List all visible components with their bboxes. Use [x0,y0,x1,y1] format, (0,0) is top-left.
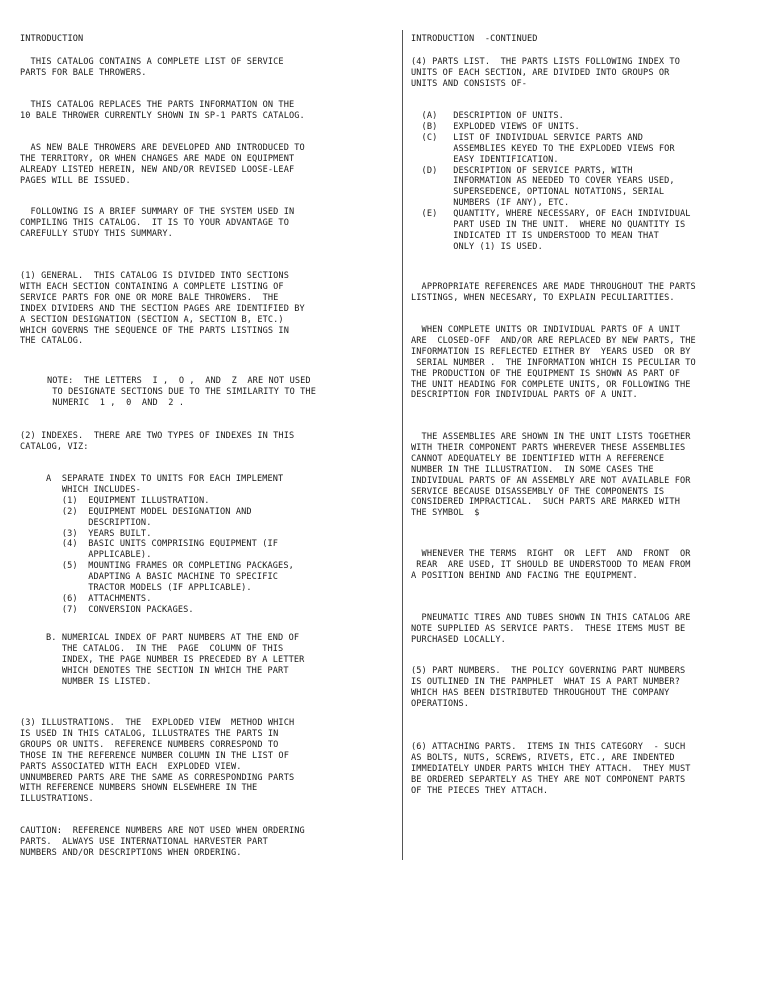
paragraph-references: APPROPRIATE REFERENCES ARE MADE THROUGHOUT THE PARTS LISTINGS, WHEN NECESARY, TO EXPLAIN PECULIARITIES. [411,282,696,303]
paragraph-terms: WHENEVER THE TERMS RIGHT OR LEFT AND FRONT OR REAR ARE USED, IT SHOULD BE UNDERSTOOD TO MEAN FROM A POSITION BEHIND AND FACING THE EQUIPMENT. [411,549,691,581]
section-general: (1) GENERAL. THIS CATALOG IS DIVIDED INTO SECTIONS WITH EACH SECTION CONTAINING A COMPLETE LISTING OF SERVICE PARTS FOR ONE OR MORE BALE THROWERS. THE INDEX DIVIDERS AND THE SECTION PAGES ARE IDENTIFIED BY A SECTION DESIGNATION (SECTION A, SECTION B, ETC.) WHICH GOVERNS THE SEQUENCE OF THE PARTS LISTINGS IN THE CATALOG. [20,271,305,347]
caution-note: CAUTION: REFERENCE NUMBERS ARE NOT USED WHEN ORDERING PARTS. ALWAYS USE INTERNATIONAL HARVESTER PART NUMBERS AND/OR DESCRIPTIONS WHEN ORDERING. [20,826,305,858]
index-type-b: B. NUMERICAL INDEX OF PART NUMBERS AT THE END OF THE CATALOG. IN THE PAGE COLUMN OF THIS INDEX, THE PAGE NUMBER IS PRECEDED BY A LETTER WHICH DENOTES THE SECTION IN WHICH THE PART NUMBER IS LISTED. [46,633,305,687]
section-indexes: (2) INDEXES. THERE ARE TWO TYPES OF INDEXES IN THIS CATALOG, VIZ: [20,431,295,452]
intro-paragraph-replaces: THIS CATALOG REPLACES THE PARTS INFORMATION ON THE 10 BALE THROWER CURRENTLY SHOWN IN SP-1 PARTS CATALOG. [20,100,305,121]
column-divider-line [402,30,403,860]
section-attaching-parts: (6) ATTACHING PARTS. ITEMS IN THIS CATEGORY - SUCH AS BOLTS, NUTS, SCREWS, RIVETS, ETC., ARE INDENTED IMMEDIATELY UNDER PARTS WHICH THEY ATTACH. THEY MUST BE ORDERED SEPARTELY AS THEY ARE NOT COMPONENT PARTS OF THE PIECES THEY ATTACH. [411,742,691,796]
intro-paragraph-new-throwers: AS NEW BALE THROWERS ARE DEVELOPED AND INTRODUCED TO THE TERRITORY, OR WHEN CHANGES ARE MADE ON EQUIPMENT ALREADY LISTED HEREIN, NEW AND/OR REVISED LOOSE-LEAF PAGES WILL BE ISSUED. [20,143,305,186]
intro-continued-heading: INTRODUCTION -CONTINUED [411,34,538,44]
section-illustrations: (3) ILLUSTRATIONS. THE EXPLODED VIEW METHOD WHICH IS USED IN THIS CATALOG, ILLUSTRATES THE PARTS IN GROUPS OR UNITS. REFERENCE NUMBERS CORRESPOND TO THOSE IN THE REFERENCE NUMBER COLUMN IN THE LIST OF PARTS ASSOCIATED WITH EACH EXPLODED VIEW. UNNUMBERED PARTS ARE THE SAME AS CORRESPONDING PARTS WITH REFERENCE NUMBERS SHOWN ELSEWHERE IN THE ILLUSTRATIONS. [20,718,295,805]
section-parts-list: (4) PARTS LIST. THE PARTS LISTS FOLLOWING INDEX TO UNITS OF EACH SECTION, ARE DIVIDED INTO GROUPS OR UNITS AND CONSISTS OF- [411,57,680,89]
intro-heading: INTRODUCTION [20,34,84,44]
intro-paragraph-catalog-contents: THIS CATALOG CONTAINS A COMPLETE LIST OF SERVICE PARTS FOR BALE THROWERS. [20,57,284,78]
paragraph-assemblies: THE ASSEMBLIES ARE SHOWN IN THE UNIT LISTS TOGETHER WITH THEIR COMPONENT PARTS WHEREVER THESE ASSEMBLIES CANNOT ADEQUATELY BE IDENTIFIED WITH A REFERENCE NUMBER IN THE ILLUSTRATION. IN SOME CASES THE INDIVIDUAL PARTS OF AN ASSEMBLY ARE NOT AVAILABLE FOR SERVICE BECAUSE DISASSEMBLY OF THE COMPONENTS IS CONSIDERED IMPRACTICAL. SUCH PARTS ARE MARKED WITH THE SYMBOL $ [411,432,691,519]
paragraph-closed-off: WHEN COMPLETE UNITS OR INDIVIDUAL PARTS OF A UNIT ARE CLOSED-OFF AND/OR ARE REPLACED BY NEW PARTS, THE INFORMATION IS REFLECTED EITHER BY YEARS USED OR BY SERIAL NUMBER . THE INFORMATION WHICH IS PECULIAR TO THE PRODUCTION OF THE EQUIPMENT IS SHOWN AS PART OF THE UNIT HEADING FOR COMPLETE UNITS, OR FOLLOWING THE DESCRIPTION FOR INDIVIDUAL PARTS OF A UNIT. [411,325,696,401]
note-letters: NOTE: THE LETTERS I , O , AND Z ARE NOT USED TO DESIGNATE SECTIONS DUE TO THE SIMILARITY TO THE NUMERIC 1 , 0 AND 2 . [47,376,316,408]
section-part-numbers: (5) PART NUMBERS. THE POLICY GOVERNING PART NUMBERS IS OUTLINED IN THE PAMPHLET WHAT IS A PART NUMBER? WHICH HAS BEEN DISTRIBUTED THROUGHOUT THE COMPANY OPERATIONS. [411,666,686,709]
parts-list-items: (A) DESCRIPTION OF UNITS. (B) EXPLODED VIEWS OF UNITS. (C) LIST OF INDIVIDUAL SERVICE PARTS AND ASSEMBLIES KEYED TO THE EXPLODED VIEWS FOR EASY IDENTIFICATION. (D) DESCRIPTION OF SERVICE PARTS, WITH INFORMATION AS NEEDED TO COVER YEARS USED, SUPERSEDENCE, OPTIONAL NOTATIONS, SERIAL NUMBERS (IF ANY), ETC. (E) QUANTITY, WHERE NECESSARY, OF EACH INDIVIDUAL PART USED IN THE UNIT. WHERE NO QUANTITY IS INDICATED IT IS UNDERSTOOD TO MEAN THAT ONLY (1) IS USED. [421,111,691,252]
intro-paragraph-summary: FOLLOWING IS A BRIEF SUMMARY OF THE SYSTEM USED IN COMPILING THIS CATALOG. IT IS TO YOUR ADVANTAGE TO CAREFULLY STUDY THIS SUMMARY. [20,207,295,239]
paragraph-tires: PNEUMATIC TIRES AND TUBES SHOWN IN THIS CATALOG ARE NOTE SUPPLIED AS SERVICE PARTS. THESE ITEMS MUST BE PURCHASED LOCALLY. [411,613,691,645]
index-type-a-list: A SEPARATE INDEX TO UNITS FOR EACH IMPLEMENT WHICH INCLUDES- (1) EQUIPMENT ILLUSTRATION. (2) EQUIPMENT MODEL DESIGNATION AND DESCRIPTION. (3) YEARS BUILT. (4) BASIC UNITS COMPRISING EQUIPMENT (IF APPLICABLE). (5) MOUNTING FRAMES OR COMPLETING PACKAGES, ADAPTING A BASIC MACHINE TO SPECIFIC TRACTOR MODELS (IF APPLICABLE). (6) ATTACHMENTS. (7) CONVERSION PACKAGES. [46,474,294,615]
